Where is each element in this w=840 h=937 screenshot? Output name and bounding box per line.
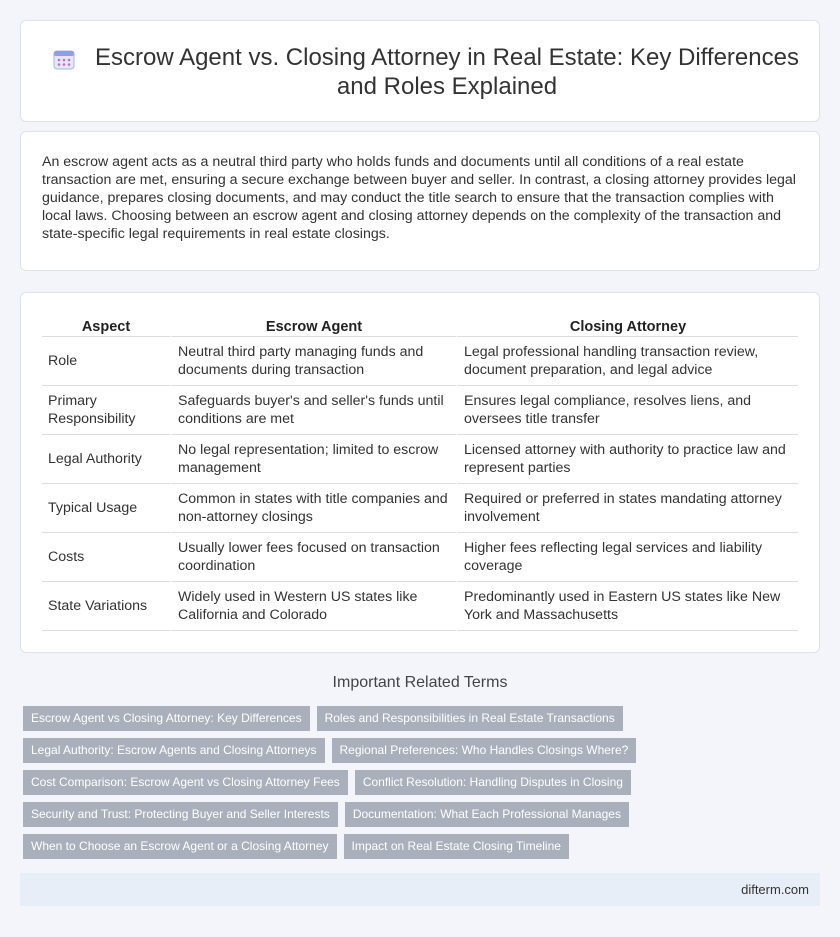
table-cell-aspect: Role — [42, 337, 170, 386]
related-term-link[interactable]: Roles and Responsibilities in Real Estate Transactions — [317, 706, 623, 731]
header-card — [20, 20, 820, 122]
related-terms-row — [23, 738, 636, 763]
footer-brand[interactable]: difterm.com — [741, 882, 809, 897]
related-terms-row — [23, 770, 631, 795]
column-header-escrow-agent: Escrow Agent — [170, 315, 456, 337]
related-term-link[interactable]: Cost Comparison: Escrow Agent vs Closing Attorney Fees — [23, 770, 348, 795]
table-cell-attorney: Required or preferred in states mandating attorney involvement — [456, 484, 798, 533]
column-header-closing-attorney: Closing Attorney — [456, 315, 798, 337]
table-cell-attorney: Licensed attorney with authority to practice law and represent parties — [456, 435, 798, 484]
table-cell-aspect: Costs — [42, 533, 170, 582]
calendar-icon — [53, 49, 75, 71]
table-cell-escrow: Common in states with title companies and non-attorney closings — [170, 484, 456, 533]
table-cell-attorney: Ensures legal compliance, resolves liens, and oversees title transfer — [456, 386, 798, 435]
related-term-link[interactable]: Legal Authority: Escrow Agents and Closing Attorneys — [23, 738, 325, 763]
title-wrap — [21, 43, 819, 101]
table-row — [42, 435, 798, 484]
table-cell-escrow: Usually lower fees focused on transaction coordination — [170, 533, 456, 582]
related-terms-heading: Important Related Terms — [332, 674, 508, 691]
table-row — [42, 484, 798, 533]
related-term-link[interactable]: Regional Preferences: Who Handles Closings Where? — [332, 738, 637, 763]
related-term-link[interactable]: Documentation: What Each Professional Manages — [345, 802, 629, 827]
table-header-row — [42, 315, 798, 337]
footer-bar — [20, 873, 820, 906]
intro-card — [20, 131, 820, 271]
table-row — [42, 386, 798, 435]
related-term-link[interactable]: Security and Trust: Protecting Buyer and Seller Interests — [23, 802, 338, 827]
comparison-table-card — [20, 292, 820, 653]
related-term-link[interactable]: Conflict Resolution: Handling Disputes in Closing — [355, 770, 631, 795]
table-cell-aspect: Typical Usage — [42, 484, 170, 533]
table-row — [42, 337, 798, 386]
table-cell-attorney: Predominantly used in Eastern US states like New York and Massachusetts — [456, 582, 798, 631]
related-term-link[interactable]: Impact on Real Estate Closing Timeline — [344, 834, 569, 859]
table-cell-escrow: Widely used in Western US states like California and Colorado — [170, 582, 456, 631]
intro-paragraph: An escrow agent acts as a neutral third party who holds funds and documents until all conditions of a real estate transaction are met, ensuring a secure exchange between buyer and seller. In contrast, a closing attorney provides legal guidance, prepares closing documents, and may conduct the title search to ensure that the transaction complies with local laws. Choosing between an escrow agent and closing attorney depends on the complexity of the transaction and state-specific legal requirements in real estate closings. — [42, 154, 796, 242]
table-cell-attorney: Legal professional handling transaction review, document preparation, and legal advice — [456, 337, 798, 386]
related-terms-row — [23, 834, 569, 859]
table-cell-attorney: Higher fees reflecting legal services and liability coverage — [456, 533, 798, 582]
table-row — [42, 533, 798, 582]
table-cell-aspect: State Variations — [42, 582, 170, 631]
related-term-link[interactable]: Escrow Agent vs Closing Attorney: Key Differences — [23, 706, 310, 731]
table-cell-escrow: Safeguards buyer's and seller's funds until conditions are met — [170, 386, 456, 435]
related-terms-row — [23, 706, 623, 731]
table-row — [42, 582, 798, 631]
page-title: Escrow Agent vs. Closing Attorney in Real Estate: Key Differences and Roles Explained — [95, 44, 799, 100]
table-cell-escrow: No legal representation; limited to escrow management — [170, 435, 456, 484]
table-cell-aspect: Legal Authority — [42, 435, 170, 484]
table-cell-escrow: Neutral third party managing funds and documents during transaction — [170, 337, 456, 386]
related-term-link[interactable]: When to Choose an Escrow Agent or a Closing Attorney — [23, 834, 337, 859]
related-terms-row — [23, 802, 629, 827]
comparison-table — [42, 315, 798, 631]
column-header-aspect: Aspect — [42, 315, 170, 337]
table-cell-aspect: Primary Responsibility — [42, 386, 170, 435]
